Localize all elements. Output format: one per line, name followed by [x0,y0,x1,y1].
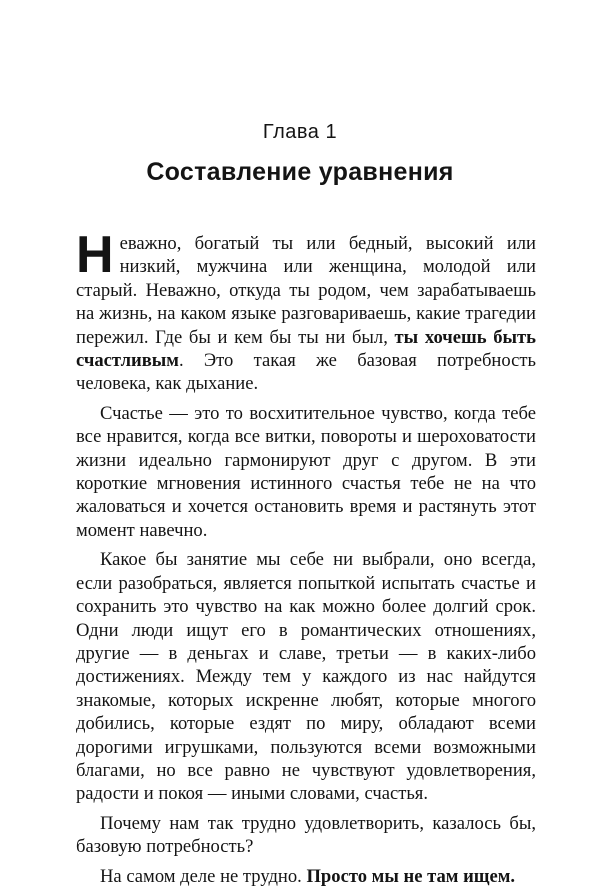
paragraph-5-emphasis: Просто мы не там ищем. [306,865,516,887]
chapter-label: Глава 1 [262,121,338,143]
chapter-title: Составление уравнения [146,158,454,186]
paragraph-1 [76,226,536,396]
chapter-body [76,226,536,894]
paragraph-2: Счастье — это то восхитительное чувство, когда тебе все нравится, когда все витки, повороты и шероховатости жизни идеально гармонируют друг с другом. В эти короткие мгновения истинного счастья тебе не на что жаловаться и хочется остановить время и растянуть этот момент навечно. [76,402,536,541]
paragraph-5-text: На самом деле не трудно. [100,865,307,887]
paragraph-5 [76,865,536,888]
drop-cap: Н [76,226,114,284]
paragraph-1-text-b: . Это такая же базовая потребность человека, как дыхание. [76,350,536,395]
paragraph-3: Какое бы занятие мы себе ни выбрали, оно всегда, если разобраться, является попыткой испытать счастье и сохранить это чувство на как можно более долгий срок. Одни люди ищут его в романтических отношениях, другие — в деньгах и славе, третьи — в каких-либо достижениях. Между тем у каждого из нас найдутся знакомые, которых искренне любят, которые многого добились, которые ездят по миру, обладают всеми дорогими игрушками, пользуются всеми возможными благами, но все равно не чувствуют удовлетворения, радости и покоя — иными словами, счастья. [76,549,536,805]
paragraph-1-emphasis: ты хочешь быть счастливым [76,326,536,372]
paragraph-1-text-a: еважно, богатый ты или бедный, высокий или низкий, мужчина или женщина, молодой или старый. Неважно, откуда ты родом, чем зарабатываешь на жизнь, на каком языке разговариваешь, какие трагедии пережил. Где бы и кем бы ты ни был, [76,233,536,348]
paragraph-4: Почему нам так трудно удовлетворить, казалось бы, базовую потребность? [76,812,536,858]
